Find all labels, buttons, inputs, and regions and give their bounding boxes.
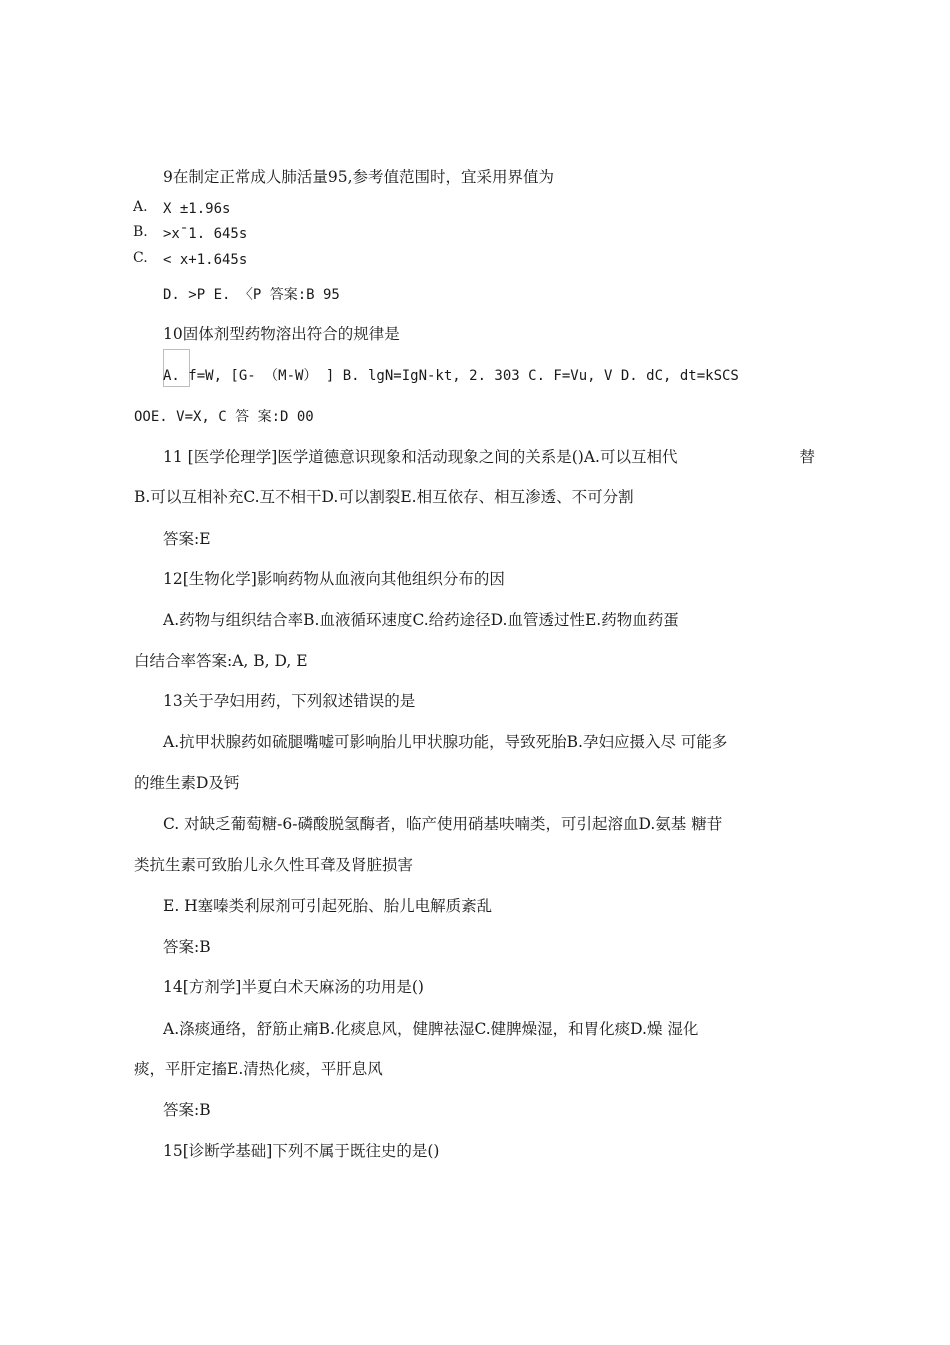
q14-line1: A.涤痰通络，舒筋止痛B.化痰息风，健脾祛湿C.健脾燥湿，和胃化痰D.燥 湿化 xyxy=(163,1020,699,1038)
q14-answer: 答案:B xyxy=(163,1101,211,1119)
q13-line4: 类抗生素可致胎儿永久性耳聋及肾脏损害 xyxy=(134,856,414,874)
q13-line1: A.抗甲状腺药如硫腿嘴嘘可影响胎儿甲状腺功能，导致死胎B.孕妇应摄入尽 可能多 xyxy=(163,733,728,751)
q9-title: 9在制定正常成人肺活量95,参考值范围时，宜采用界值为 xyxy=(163,168,555,186)
q13-title: 13关于孕妇用药，下列叙述错误的是 xyxy=(163,692,416,710)
q14-line2: 痰，平肝定搐E.清热化痰，平肝息风 xyxy=(134,1060,383,1078)
q11-line1-right: 替 xyxy=(799,448,815,466)
q12-line1: A.药物与组织结合率B.血液循环速度C.给药途径D.血管透过性E.药物血药蛋 xyxy=(163,611,679,629)
q9-option-b-label: B. xyxy=(133,224,148,240)
q9-option-d-answer: D. >P E. 〈P 答案:B 95 xyxy=(163,287,340,303)
q10-options-line1: A. f=W, [G- （M-W） ] B. lgN=IgN-kt, 2. 303 C. F=Vu, V D. dC, dt=kSCS xyxy=(163,368,739,384)
q10-options-line2: OOE. V=X, C 答 案:D 00 xyxy=(134,409,314,425)
q11-line2: B.可以互相补充C.互不相干D.可以割裂E.相互依存、相互渗透、不可分割 xyxy=(134,488,634,506)
q13-line2: 的维生素D及钙 xyxy=(134,774,240,792)
q10-title: 10固体剂型药物溶出符合的规律是 xyxy=(163,325,400,343)
q13-answer: 答案:B xyxy=(163,938,211,956)
q11-line1-left: 11 [医学伦理学]医学道德意识现象和活动现象之间的关系是()A.可以互相代 xyxy=(163,448,678,466)
q9-option-c: < x+1.645s xyxy=(163,252,248,268)
q9-option-a-label: A. xyxy=(133,199,148,215)
q11-line1 xyxy=(163,447,815,467)
q9-option-a: X ±1.96s xyxy=(163,201,231,217)
q9-option-b: >x¯1. 645s xyxy=(163,226,248,242)
q13-line5: E. H塞嗪类利尿剂可引起死胎、胎儿电解质紊乱 xyxy=(163,897,493,915)
q11-answer: 答案:E xyxy=(163,530,211,548)
q12-line2-answer: 白结合率答案:A, B, D, E xyxy=(134,652,308,670)
q15-title: 15[诊断学基础]下列不属于既往史的是() xyxy=(163,1142,440,1160)
q14-title: 14[方剂学]半夏白术天麻汤的功用是() xyxy=(163,978,424,996)
q9-option-c-label: C. xyxy=(133,250,148,266)
q13-line3: C. 对缺乏葡萄糖-6-磷酸脱氢酶者，临产使用硝基呋喃类，可引起溶血D.氨基 糖苷 xyxy=(163,815,723,833)
q12-title: 12[生物化学]影响药物从血液向其他组织分布的因 xyxy=(163,570,505,588)
